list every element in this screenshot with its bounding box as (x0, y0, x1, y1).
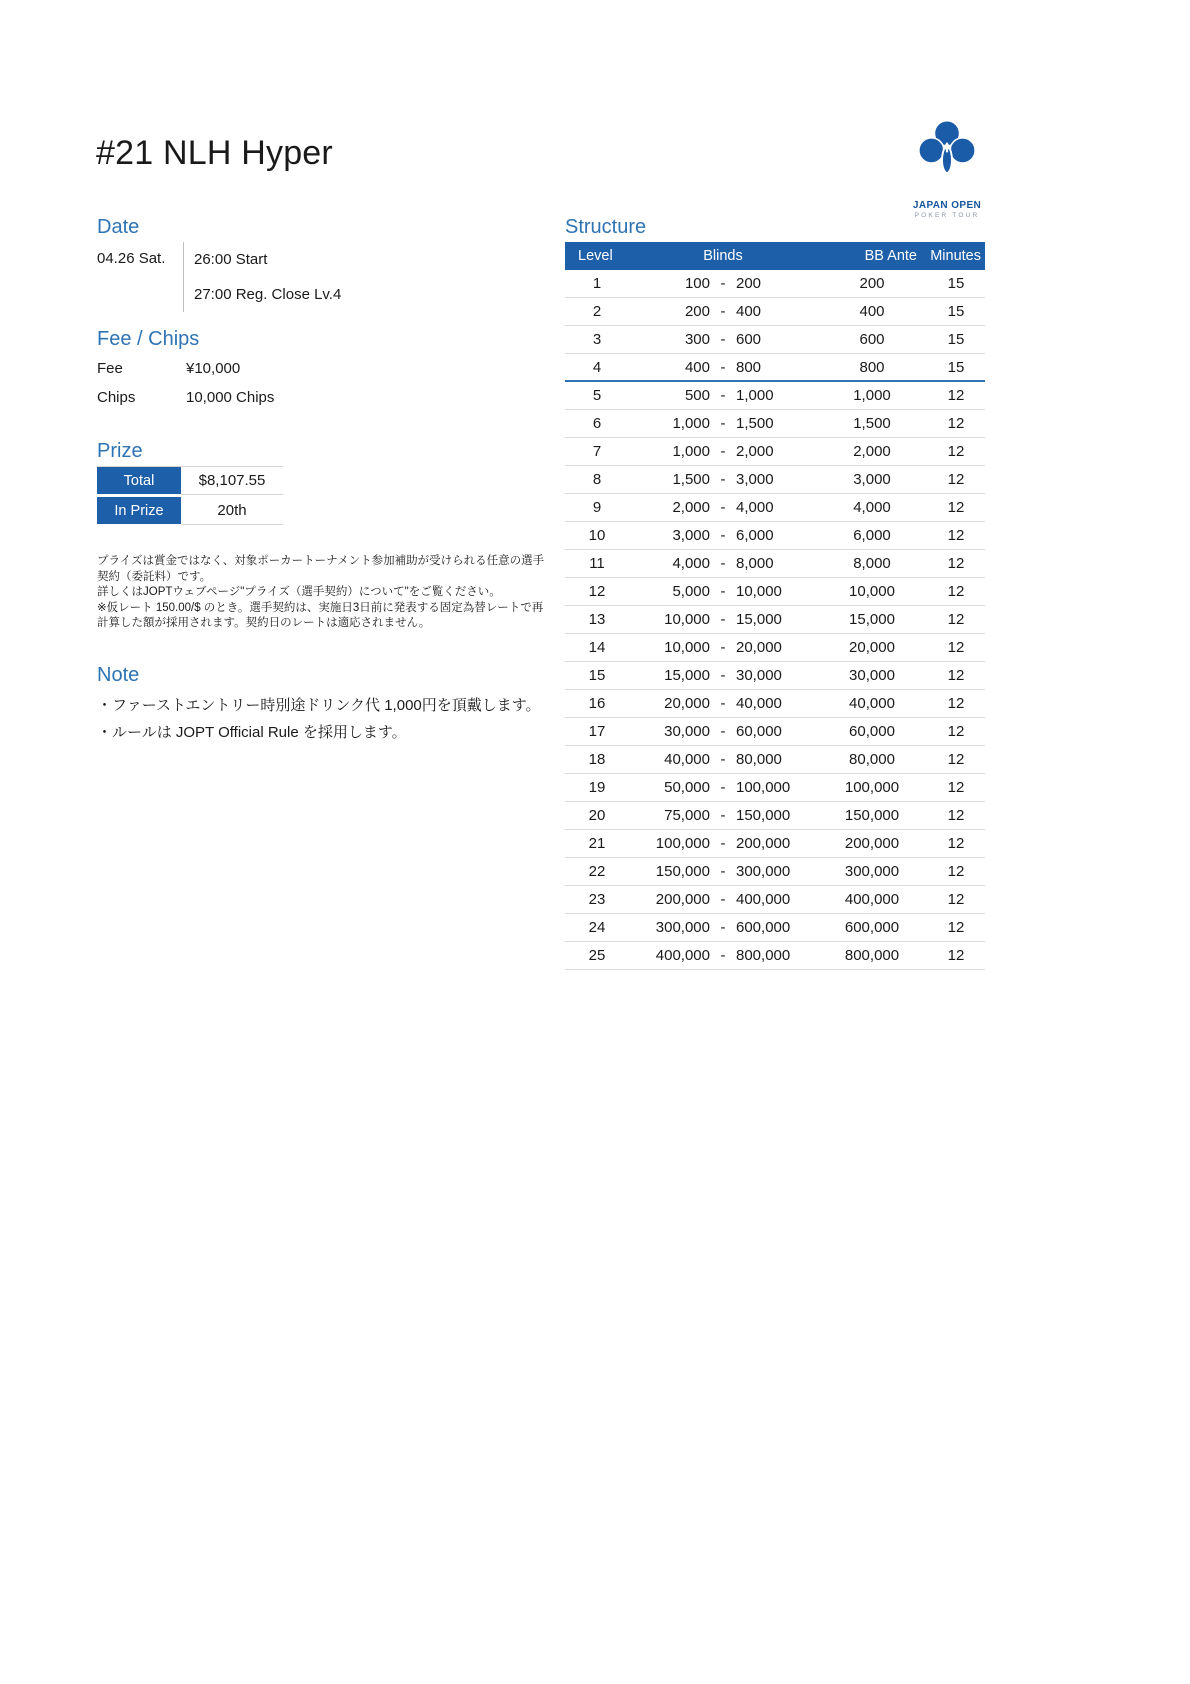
level-cell: 14 (588, 639, 606, 656)
blinds-separator: - (720, 639, 726, 656)
level-cell: 10 (588, 527, 606, 544)
small-blind: 3,000 (672, 527, 710, 544)
structure-row (565, 466, 985, 494)
bb-ante-cell: 800,000 (844, 947, 900, 964)
level-cell: 13 (588, 611, 606, 628)
small-blind: 1,500 (672, 471, 710, 488)
small-blind: 4,000 (672, 555, 710, 572)
level-cell: 23 (588, 891, 606, 908)
blinds-cell (629, 695, 817, 712)
structure-row (565, 326, 985, 354)
small-blind: 10,000 (664, 611, 710, 628)
col-header-minutes: Minutes (930, 248, 981, 264)
bb-ante-cell: 600,000 (844, 919, 900, 936)
blinds-separator: - (720, 947, 726, 964)
chips-label: Chips (97, 389, 136, 406)
small-blind: 2,000 (672, 499, 710, 516)
blinds-separator: - (720, 443, 726, 460)
level-cell: 19 (588, 779, 606, 796)
level-cell: 24 (588, 919, 606, 936)
note-item-drink: ・ファーストエントリー時別途ドリンク代 1,000円を頂戴します。 (97, 697, 541, 714)
structure-row (565, 382, 985, 410)
structure-row (565, 298, 985, 326)
blinds-cell (629, 331, 817, 348)
blinds-separator: - (720, 275, 726, 292)
bb-ante-cell: 10,000 (849, 583, 895, 600)
fee-chips-heading: Fee / Chips (97, 328, 200, 350)
level-cell: 20 (588, 807, 606, 824)
structure-row (565, 718, 985, 746)
big-blind: 150,000 (736, 807, 791, 824)
minutes-cell: 12 (947, 891, 965, 908)
structure-row (565, 914, 985, 942)
col-header-blinds: Blinds (703, 248, 743, 264)
col-header-bb-ante: BB Ante (864, 248, 917, 264)
minutes-cell: 12 (947, 919, 965, 936)
blinds-cell (629, 863, 817, 880)
level-cell: 1 (592, 275, 602, 292)
minutes-cell: 12 (947, 387, 965, 404)
blinds-separator: - (720, 863, 726, 880)
big-blind: 3,000 (736, 471, 774, 488)
big-blind: 60,000 (736, 723, 782, 740)
blinds-separator: - (720, 835, 726, 852)
blinds-cell (629, 275, 817, 292)
bb-ante-cell: 4,000 (853, 499, 891, 516)
structure-row (565, 494, 985, 522)
level-cell: 18 (588, 751, 606, 768)
bb-ante-cell: 15,000 (849, 611, 895, 628)
blinds-cell (629, 919, 817, 936)
blinds-separator: - (720, 779, 726, 796)
blinds-separator: - (720, 751, 726, 768)
big-blind: 800 (736, 358, 762, 376)
small-blind: 100 (684, 275, 710, 292)
blinds-cell (629, 835, 817, 852)
structure-row (565, 858, 985, 886)
minutes-cell: 12 (947, 947, 965, 964)
minutes-cell: 12 (947, 835, 965, 852)
blinds-separator: - (720, 891, 726, 908)
big-blind: 400 (736, 303, 762, 320)
bb-ante-cell: 20,000 (849, 639, 895, 656)
minutes-cell: 12 (947, 863, 965, 880)
bb-ante-cell: 150,000 (844, 807, 900, 824)
structure-row (565, 522, 985, 550)
blinds-separator: - (720, 919, 726, 936)
level-cell: 11 (589, 555, 605, 572)
structure-row (565, 550, 985, 578)
big-blind: 200,000 (736, 835, 791, 852)
date-times (183, 242, 341, 312)
fee-label: Fee (97, 360, 123, 377)
level-cell: 6 (592, 415, 602, 432)
small-blind: 200 (684, 303, 710, 320)
bb-ante-cell: 2,000 (853, 443, 891, 460)
blinds-separator: - (720, 807, 726, 824)
blinds-cell (629, 723, 817, 740)
big-blind: 80,000 (736, 751, 782, 768)
bb-ante-cell: 3,000 (853, 471, 891, 488)
col-header-level: Level (578, 248, 613, 264)
blinds-separator: - (720, 723, 726, 740)
minutes-cell: 12 (947, 667, 965, 684)
structure-row (565, 270, 985, 298)
blinds-cell (629, 415, 817, 432)
blinds-separator: - (720, 667, 726, 684)
big-blind: 6,000 (736, 527, 774, 544)
prize-table (97, 466, 283, 527)
small-blind: 5,000 (672, 583, 710, 600)
blinds-cell (629, 583, 817, 600)
bb-ante-cell: 100,000 (844, 779, 900, 796)
big-blind: 40,000 (736, 695, 782, 712)
blinds-separator: - (720, 415, 726, 432)
reg-close-time: 27:00 Reg. Close Lv.4 (194, 286, 342, 303)
blinds-separator: - (720, 555, 726, 572)
bb-ante-cell: 400,000 (844, 891, 900, 908)
prize-total-row (97, 467, 283, 495)
small-blind: 1,000 (672, 443, 710, 460)
level-cell: 4 (592, 358, 602, 376)
level-cell: 12 (588, 583, 606, 600)
blinds-separator: - (720, 387, 726, 404)
prize-total-value: $8,107.55 (181, 467, 283, 495)
big-blind: 200 (736, 275, 762, 292)
note-list (97, 692, 541, 746)
big-blind: 800,000 (736, 947, 791, 964)
blinds-cell (629, 807, 817, 824)
big-blind: 2,000 (736, 443, 774, 460)
minutes-cell: 12 (947, 611, 965, 628)
prize-inprize-label: In Prize (97, 497, 181, 524)
big-blind: 8,000 (736, 555, 774, 572)
structure-header-row (565, 242, 985, 270)
big-blind: 15,000 (736, 611, 782, 628)
blinds-cell (629, 387, 817, 404)
small-blind: 400 (684, 358, 710, 376)
blinds-cell (629, 303, 817, 320)
level-cell: 15 (588, 667, 606, 684)
logo-text-line2: POKER TOUR (914, 212, 980, 219)
minutes-cell: 12 (947, 751, 965, 768)
big-blind: 300,000 (736, 863, 791, 880)
big-blind: 4,000 (736, 499, 774, 516)
minutes-cell: 12 (947, 583, 965, 600)
minutes-cell: 15 (947, 358, 965, 376)
minutes-cell: 12 (947, 779, 965, 796)
bb-ante-cell: 60,000 (849, 723, 895, 740)
blinds-separator: - (720, 695, 726, 712)
bb-ante-cell: 800 (859, 358, 885, 376)
level-cell: 21 (588, 835, 606, 852)
level-cell: 16 (588, 695, 606, 712)
structure-table (565, 242, 985, 970)
structure-row (565, 690, 985, 718)
small-blind: 300 (684, 331, 710, 348)
fee-value: ¥10,000 (186, 360, 241, 377)
bb-ante-cell: 8,000 (853, 555, 891, 572)
structure-row (565, 634, 985, 662)
bb-ante-cell: 30,000 (849, 667, 895, 684)
chips-row (97, 383, 274, 412)
big-blind: 100,000 (736, 779, 791, 796)
blinds-separator: - (720, 303, 726, 320)
disclaimer-line-1: プライズは賞金ではなく、対象ポーカートーナメント参加補助が受けられる任意の選手契約（委託料）です。 (97, 555, 545, 583)
disclaimer-line-3: ※仮レート 150.00/$ のとき。選手契約は、実施日3日前に発表する固定為替レートで再計算した額が採用されます。契約日のレートは適応されません。 (97, 601, 544, 629)
big-blind: 1,500 (736, 415, 774, 432)
structure-row (565, 774, 985, 802)
small-blind: 400,000 (655, 947, 710, 964)
level-cell: 2 (592, 303, 602, 320)
bb-ante-cell: 300,000 (844, 863, 900, 880)
structure-heading: Structure (565, 216, 647, 238)
small-blind: 75,000 (664, 807, 710, 824)
big-blind: 1,000 (736, 387, 774, 404)
bb-ante-cell: 6,000 (853, 527, 891, 544)
bb-ante-cell: 1,000 (853, 387, 891, 404)
date-heading: Date (97, 216, 140, 238)
minutes-cell: 12 (947, 723, 965, 740)
prize-inprize-value: 20th (181, 497, 283, 525)
bb-ante-cell: 200 (859, 275, 885, 292)
blinds-separator: - (720, 527, 726, 544)
blinds-separator: - (720, 583, 726, 600)
structure-row (565, 578, 985, 606)
blinds-cell (629, 947, 817, 964)
blinds-cell (629, 555, 817, 572)
structure-row (565, 662, 985, 690)
blinds-cell (629, 639, 817, 656)
minutes-cell: 12 (947, 555, 965, 572)
minutes-cell: 12 (947, 499, 965, 516)
big-blind: 10,000 (736, 583, 782, 600)
prize-total-label: Total (97, 467, 181, 494)
minutes-cell: 12 (947, 527, 965, 544)
blinds-cell (629, 359, 817, 376)
minutes-cell: 12 (947, 695, 965, 712)
level-cell: 7 (592, 443, 602, 460)
minutes-cell: 15 (947, 303, 965, 320)
jopt-logo (901, 116, 993, 219)
structure-row (565, 746, 985, 774)
prize-disclaimer (97, 554, 549, 632)
level-cell: 25 (588, 947, 606, 964)
blinds-cell (629, 751, 817, 768)
structure-row (565, 354, 985, 382)
structure-table-body (565, 270, 985, 970)
blinds-cell (629, 667, 817, 684)
minutes-cell: 12 (947, 639, 965, 656)
level-cell: 3 (592, 331, 602, 348)
small-blind: 200,000 (655, 891, 710, 908)
prize-inprize-row (97, 497, 283, 525)
big-blind: 30,000 (736, 667, 782, 684)
logo-text-line1: JAPAN OPEN (912, 200, 982, 211)
blinds-separator: - (720, 471, 726, 488)
blinds-cell (629, 891, 817, 908)
big-blind: 600 (736, 331, 762, 348)
page-title: #21 NLH Hyper (96, 134, 333, 172)
minutes-cell: 12 (947, 415, 965, 432)
bb-ante-cell: 80,000 (849, 751, 895, 768)
big-blind: 600,000 (736, 919, 791, 936)
structure-row (565, 410, 985, 438)
minutes-cell: 12 (947, 807, 965, 824)
jopt-clover-icon (909, 181, 985, 198)
level-cell: 9 (592, 499, 602, 516)
blinds-cell (629, 499, 817, 516)
note-heading: Note (97, 664, 140, 686)
minutes-cell: 12 (947, 471, 965, 488)
fee-chips-table (97, 354, 274, 412)
blinds-cell (629, 611, 817, 628)
small-blind: 15,000 (664, 667, 710, 684)
minutes-cell: 15 (947, 331, 965, 348)
level-cell: 17 (588, 723, 606, 740)
date-value: 04.26 Sat. (97, 250, 166, 267)
minutes-cell: 12 (947, 443, 965, 460)
bb-ante-cell: 40,000 (849, 695, 895, 712)
bb-ante-cell: 200,000 (844, 835, 900, 852)
small-blind: 30,000 (664, 723, 710, 740)
big-blind: 20,000 (736, 639, 782, 656)
small-blind: 10,000 (664, 639, 710, 656)
structure-row (565, 942, 985, 970)
structure-row (565, 802, 985, 830)
blinds-cell (629, 527, 817, 544)
date-table (97, 242, 341, 312)
blinds-separator: - (720, 358, 726, 376)
blinds-cell (629, 471, 817, 488)
small-blind: 300,000 (655, 919, 710, 936)
blinds-separator: - (720, 499, 726, 516)
fee-row (97, 354, 274, 383)
bb-ante-cell: 400 (859, 303, 885, 320)
structure-row (565, 438, 985, 466)
structure-row (565, 606, 985, 634)
blinds-cell (629, 779, 817, 796)
small-blind: 150,000 (655, 863, 710, 880)
disclaimer-line-2: 詳しくはJOPTウェブページ"プライズ（選手契約）について"をご覧ください。 (97, 586, 501, 598)
small-blind: 100,000 (655, 835, 710, 852)
small-blind: 40,000 (664, 751, 710, 768)
chips-value: 10,000 Chips (186, 389, 275, 406)
big-blind: 400,000 (736, 891, 791, 908)
blinds-separator: - (720, 331, 726, 348)
bb-ante-cell: 600 (859, 331, 885, 348)
small-blind: 1,000 (672, 415, 710, 432)
minutes-cell: 15 (947, 275, 965, 292)
small-blind: 20,000 (664, 695, 710, 712)
level-cell: 8 (592, 471, 602, 488)
prize-heading: Prize (97, 440, 143, 462)
blinds-separator: - (720, 611, 726, 628)
blinds-cell (629, 443, 817, 460)
small-blind: 500 (684, 387, 710, 404)
note-item-rule: ・ルールは JOPT Official Rule を採用します。 (97, 724, 407, 741)
level-cell: 5 (592, 387, 602, 404)
small-blind: 50,000 (664, 779, 710, 796)
start-time: 26:00 Start (194, 251, 268, 268)
structure-row (565, 830, 985, 858)
structure-row (565, 886, 985, 914)
level-cell: 22 (588, 863, 606, 880)
bb-ante-cell: 1,500 (853, 415, 891, 432)
